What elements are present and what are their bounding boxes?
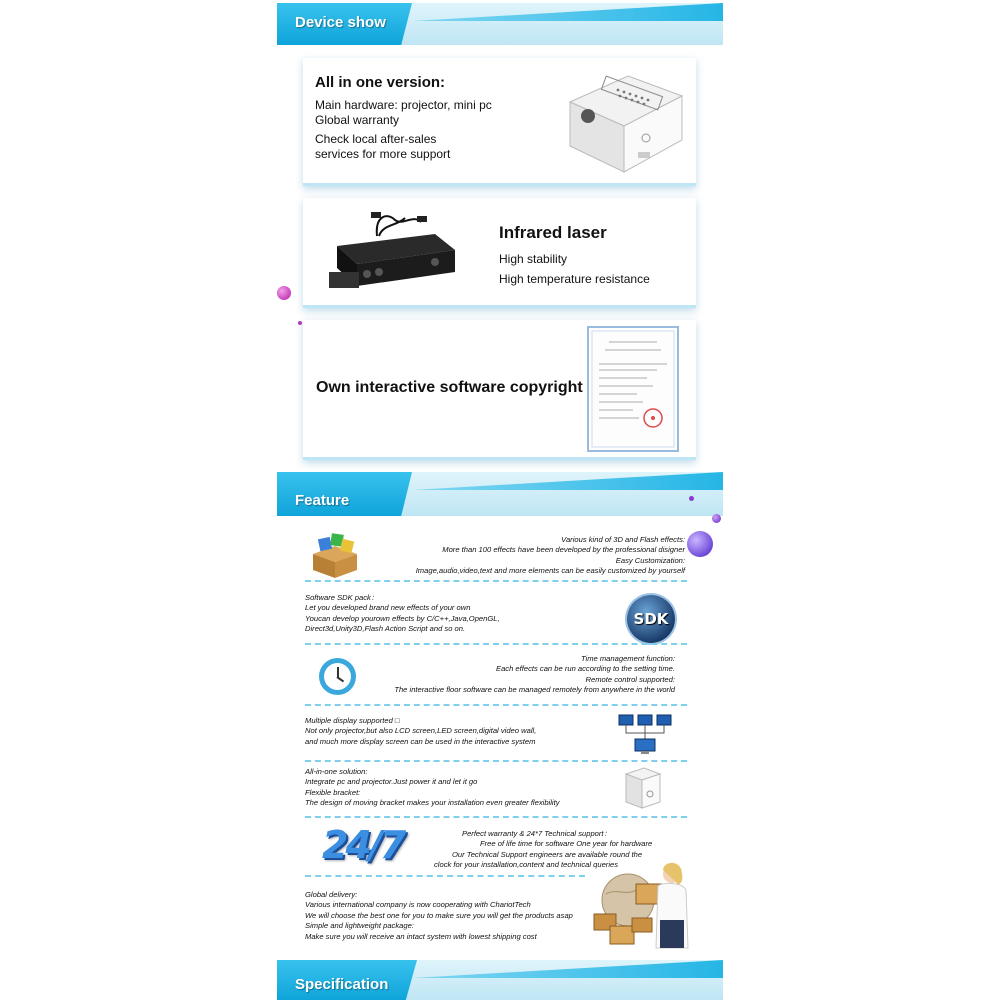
feature-delivery-text: [305, 890, 595, 942]
dashed-divider: [305, 875, 585, 877]
feature-banner: [277, 472, 723, 516]
device-title: All in one version:: [315, 74, 446, 91]
feature-line: and much more display screen can be used in the interactive system: [305, 736, 536, 746]
feature-line: Multiple display supported □: [305, 716, 400, 725]
sdk-icon-label: SDK: [633, 610, 669, 628]
device-title: Infrared laser: [499, 223, 607, 242]
dashed-divider: [305, 760, 687, 762]
decorative-bubble: [298, 321, 302, 325]
specification-banner: [277, 960, 723, 1000]
feature-line: Free of life time for software One year for hardware: [480, 839, 653, 849]
projector-image: [558, 66, 688, 178]
feature-line: Flexible bracket:: [305, 787, 361, 797]
feature-line: Make sure you will receive an intact system with lowest shipping cost: [305, 931, 537, 941]
device-card-software: [303, 320, 696, 460]
device-title: Own interactive software copyright: [316, 379, 583, 396]
decorative-bubble: [689, 496, 694, 501]
feature-line: Easy Customization:: [615, 555, 685, 565]
feature-line: Various kind of 3D and Flash effects:: [561, 535, 685, 544]
feature-line: Direct3d,Unity3D,Flash Action Script and so on.: [305, 624, 466, 634]
feature-line: Youcan develop yourown effects by C/C++,Java,OpenGL,: [305, 613, 500, 623]
projector-bracket-icon: [622, 764, 664, 810]
feature-line: More than 100 effects have been developed by the professional disigner: [442, 545, 685, 555]
feature-line: Remote control supported:: [585, 674, 675, 684]
feature-effects-text: [305, 535, 685, 577]
infrared-sensor-image: [317, 206, 465, 298]
24-7-icon: [322, 822, 403, 868]
feature-line: Perfect warranty & 24*7 Technical support：: [462, 829, 612, 838]
section-title-specification: Specification: [295, 976, 389, 993]
feature-time-text: [305, 654, 675, 696]
device-line: High temperature resistance: [499, 272, 650, 286]
feature-line: Let you developed brand new effects of your own: [305, 603, 471, 613]
dashed-divider: [305, 643, 687, 645]
device-line: High stability: [499, 252, 568, 266]
device-line: Check local after-sales: [315, 132, 437, 146]
device-card-all-in-one: [303, 58, 696, 186]
dashed-divider: [305, 816, 687, 818]
dashed-divider: [305, 704, 687, 706]
feature-line: Our Technical Support engineers are available round the: [452, 849, 643, 859]
dashed-divider: [305, 580, 687, 582]
device-card-infrared: [303, 198, 696, 308]
feature-line: clock for your installation,content and technical queries: [434, 860, 619, 870]
section-title-device-show: Device show: [295, 14, 386, 31]
feature-line: The interactive floor software can be managed remotely from anywhere in the world: [394, 685, 675, 695]
certificate-image: [587, 326, 679, 452]
section-title-feature: Feature: [295, 492, 350, 509]
feature-line: We will choose the best one for you to make sure you will get the products asap: [305, 910, 573, 920]
device-line: Main hardware: projector, mini pc: [315, 98, 492, 112]
display-network-icon: [617, 713, 673, 755]
feature-line: All-in-one solution:: [305, 767, 368, 776]
feature-line: The design of moving bracket makes your installation even greater flexibility: [305, 798, 560, 808]
feature-line: Not only projector,but also LCD screen,LED screen,digital video wall,: [305, 726, 537, 736]
device-show-banner: [277, 3, 723, 45]
feature-line: Software SDK pack：: [305, 593, 379, 602]
feature-line: Various international company is now cooperating with ChariotTech: [305, 900, 531, 910]
decorative-bubble: [687, 531, 713, 557]
decorative-bubble: [712, 514, 721, 523]
feature-line: Each effects can be run according to the setting time.: [496, 664, 675, 674]
feature-line: Time management function:: [580, 654, 675, 663]
device-line: Global warranty: [315, 113, 400, 127]
device-line: services for more support: [315, 147, 451, 161]
delivery-image: [592, 860, 692, 950]
24-7-icon-label: 24/7: [322, 823, 404, 867]
feature-line: Global delivery:: [305, 890, 358, 899]
decorative-bubble: [277, 286, 291, 300]
feature-line: Integrate pc and projector.Just power it and let it go: [305, 777, 478, 787]
sdk-icon: [627, 595, 675, 643]
feature-line: Simple and lightweight package:: [305, 921, 414, 931]
feature-line: Image,audio,video,text and more elements can be easily customized by yourself: [415, 566, 685, 576]
